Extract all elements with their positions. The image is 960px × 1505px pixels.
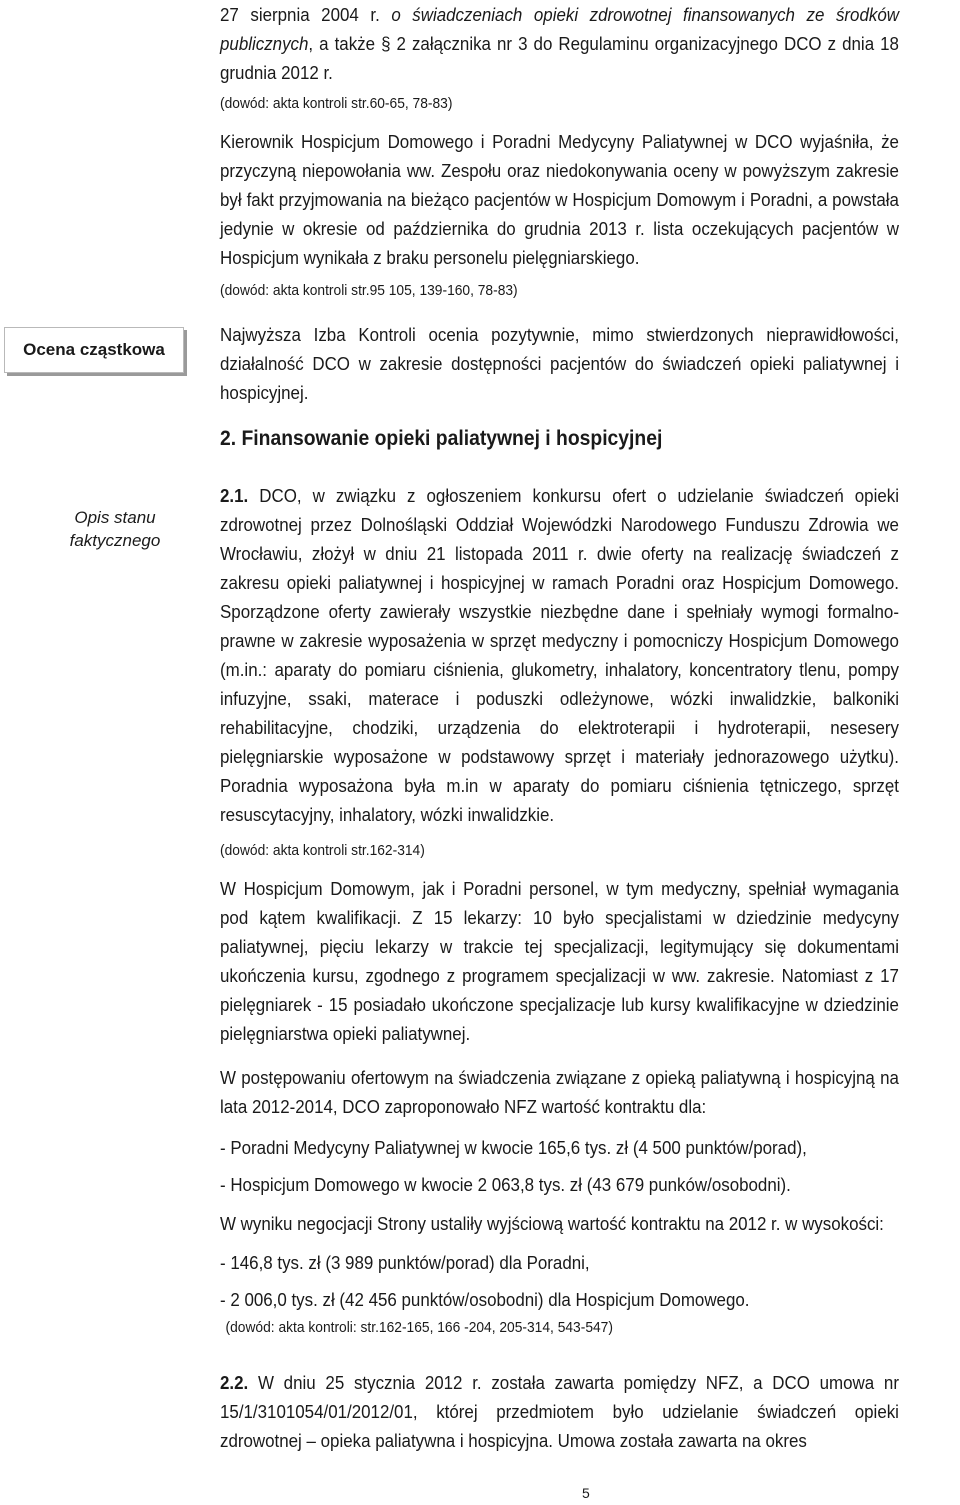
paragraph-2-2-number: 2.2. — [220, 1372, 249, 1393]
offer-paragraph: W postępowaniu ofertowym na świadczenia związane z opieką paliatywną i hospicyjną na lata 2012-2014, DCO zaproponowało NFZ wartość kontraktu dla: — [220, 1067, 899, 1117]
evidence-note-4: (dowód: akta kontroli: str.162-165, 166 -204, 205-314, 543-547) — [225, 1319, 613, 1336]
paragraph-2-1-number: 2.1. — [220, 485, 249, 506]
staff-paragraph: W Hospicjum Domowym, jak i Poradni personel, w tym medyczny, spełniał wymagania pod kątem kwalifikacji. Z 15 lekarzy: 10 było specjalistami w dziedzinie medycyny paliatywnej, pięciu lekarzy w trakcie tej specjalizacji, legitymujący się dokumentami ukończenia kursu, zgodnego z programem specjalizacji w ww. zakresie. Natomiast z 17 pielęgniarek - 15 posiadało ukończone specjalizacje lub kursy kwalifikacyjne w dziedzinie pielęgniarstwa opieki paliatywnej. — [220, 878, 899, 1044]
facts-label — [40, 506, 190, 552]
facts-label-line-2: faktycznego — [69, 531, 161, 550]
intro-act-title: o świadczeniach opieki zdrowotnej finansowanych ze środków publicznych — [220, 4, 899, 54]
intro-paragraph — [220, 0, 899, 87]
intro-text-rest: , a także § 2 załącznika nr 3 do Regulaminu organizacyjnego DCO z dnia 18 grudnia 2012 r. — [220, 33, 899, 83]
negotiation-paragraph: W wyniku negocjacji Strony ustaliły wyjściową wartość kontraktu na 2012 r. w wysokości: — [220, 1213, 884, 1234]
facts-label-line-1: Opis stanu — [74, 508, 156, 527]
offer-item-1: - Poradni Medycyny Paliatywnej w kwocie 165,6 tys. zł (4 500 punktów/porad), — [220, 1137, 807, 1158]
paragraph-2-2-text: W dniu 25 stycznia 2012 r. została zawarta pomiędzy NFZ, a DCO umowa nr 15/1/3101054/01/2012/01, której przedmiotem było udzielanie świadczeń opieki zdrowotnej – opieka paliatywna i hospicyjna. Umowa została zawarta na okres — [220, 1372, 899, 1451]
offer-item-2: - Hospicjum Domowego w kwocie 2 063,8 tys. zł (43 679 punków/osobodni). — [220, 1174, 791, 1195]
paragraph-2-1-text: DCO, w związku z ogłoszeniem konkursu ofert o udzielanie świadczeń opieki zdrowotnej przez Dolnośląski Oddział Wojewódzki Narodowego Funduszu Zdrowia we Wrocławiu, złożył w dniu 21 listopada 2011 r. dwie oferty na realizację świadczeń z zakresu opieki paliatywnej i hospicyjnej w ramach Poradni oraz Hospicjum Domowego. Sporządzone oferty zawierały wszystkie niezbędne dane i spełniały wymogi formalno-prawne w zakresie wyposażenia w sprzęt medyczny i pomocniczy Hospicjum Domowego (m.in.: aparaty do pomiaru ciśnienia, glukometry, inhalatory, koncentratory tlenu, pompy infuzyjne, ssaki, materace i poduszki odleżynowe, wózki inwalidzkie, balkoniki rehabilitacyjne, chodziki, urządzenia do elektroterapii i hydroterapii, nesesery pielęgniarskie wyposażone w podstawowy sprzęt i materiały jednorazowego użytku). Poradnia wyposażona była m.in w aparaty do pomiaru ciśnienia tętniczego, sprzęt resuscytacyjny, inhalatory, wózki inwalidzkie. — [220, 485, 899, 825]
assessment-paragraph: Najwyższa Izba Kontroli ocenia pozytywnie, mimo stwierdzonych nieprawidłowości, działalność DCO w zakresie dostępności pacjentów do świadczeń opieki paliatywnej i hospicyjnej. — [220, 324, 899, 403]
evidence-note-1: (dowód: akta kontroli str.60-65, 78-83) — [220, 95, 453, 112]
contract-item-2: - 2 006,0 tys. zł (42 456 punktów/osobodni) dla Hospicjum Domowego. — [220, 1289, 750, 1310]
assessment-label: Ocena cząstkowa — [23, 340, 165, 359]
intro-text: 27 sierpnia 2004 r. — [220, 4, 392, 25]
explanation-paragraph: Kierownik Hospicjum Domowego i Poradni Medycyny Paliatywnej w DCO wyjaśniła, że przyczyną niepowołania ww. Zespołu oraz niedokonywania oceny w powyższym zakresie był fakt przyjmowania na bieżąco pacjentów w Hospicjum Domowym i Poradni, a powstała jedynie w okresie od października do grudnia 2013 r. lista oczekujących pacjentów w Hospicjum wynikała z braku personelu pielęgniarskiego. — [220, 131, 899, 268]
page-number: 5 — [582, 1485, 590, 1501]
contract-item-1: - 146,8 tys. zł (3 989 punktów/porad) dla Poradni, — [220, 1252, 590, 1273]
paragraph-2-1 — [220, 481, 899, 829]
document-body — [220, 0, 899, 1455]
evidence-note-2: (dowód: akta kontroli str.95 105, 139-160, 78-83) — [220, 282, 518, 299]
section-heading: 2. Finansowanie opieki paliatywnej i hospicyjnej — [220, 427, 663, 450]
assessment-label-box — [4, 327, 184, 373]
paragraph-2-2 — [220, 1368, 899, 1455]
evidence-note-3: (dowód: akta kontroli str.162-314) — [220, 842, 425, 859]
